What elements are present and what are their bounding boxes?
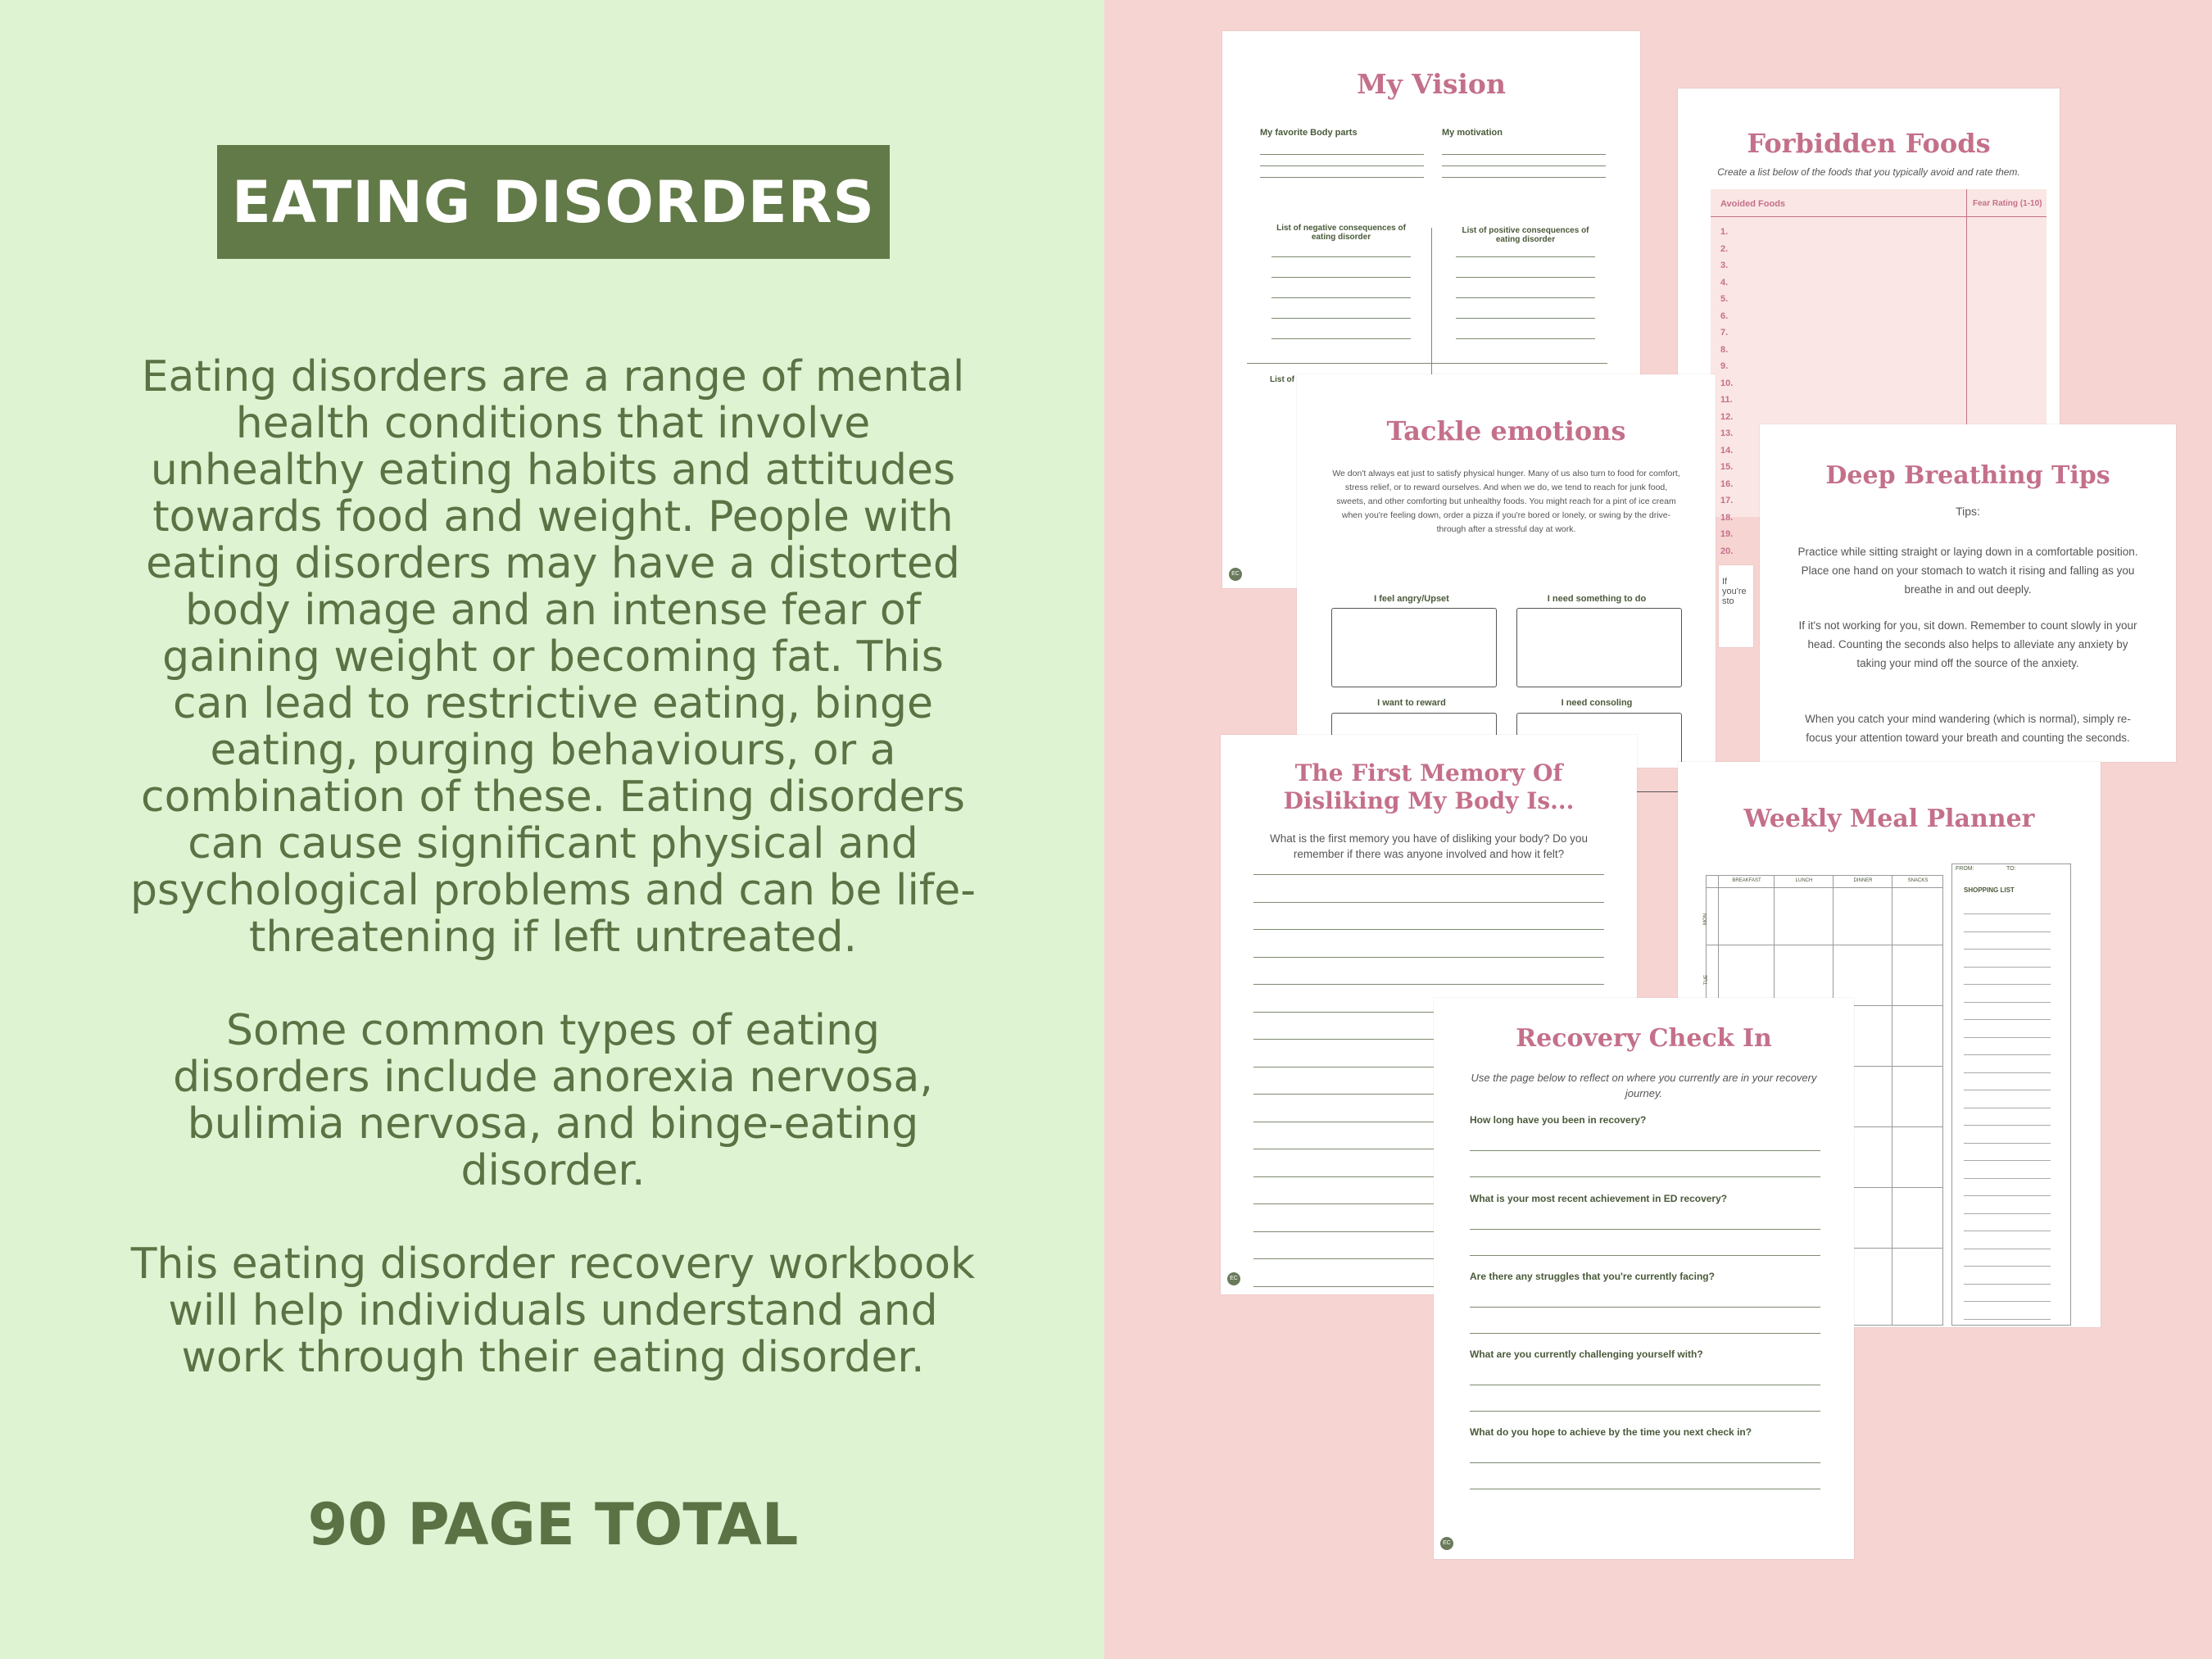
vision-line — [1442, 165, 1606, 166]
vision-line — [1456, 318, 1595, 319]
forbidden-food-number: 6. — [1720, 310, 1729, 321]
day-tue: TUE — [1704, 975, 1709, 985]
forbidden-food-number: 4. — [1720, 277, 1729, 288]
shopping-list-box — [1951, 863, 2071, 1326]
shopping-list-line — [1964, 1019, 2051, 1020]
memory-answer-line — [1253, 929, 1604, 930]
shopping-list-line — [1964, 1037, 2051, 1038]
my-vision-title: My Vision — [1357, 68, 1506, 100]
vision-line — [1271, 338, 1411, 339]
vision-line — [1260, 154, 1424, 155]
shopping-list-line — [1964, 913, 2051, 914]
dinner-header: DINNER — [1853, 878, 1873, 883]
page-tackle-emotions — [1297, 374, 1716, 768]
shopping-list-line — [1964, 1301, 2051, 1302]
shopping-list-line — [1964, 1125, 2051, 1126]
negative-consequences-label: List of negative consequences of eating disorder — [1276, 224, 1406, 242]
forbidden-food-number: 8. — [1720, 344, 1729, 355]
vision-line — [1456, 256, 1595, 257]
forbidden-foods-title: Forbidden Foods — [1747, 128, 1991, 159]
shopping-list-label: SHOPPING LIST — [1964, 886, 2015, 894]
forbidden-food-number: 16. — [1720, 478, 1734, 489]
forbidden-food-number: 2. — [1720, 243, 1729, 254]
breakfast-header: BREAKFAST — [1732, 878, 1761, 883]
tip-three: When you catch your mind wandering (which is normal), simply re-focus your attention toward your breath and counting the seconds. — [1805, 713, 2131, 744]
list-label: List of — [1270, 375, 1294, 384]
tackle-emotions-title: Tackle emotions — [1386, 415, 1626, 446]
fear-rating-header: Fear Rating (1-10) — [1973, 199, 2042, 208]
shopping-list-line — [1964, 1195, 2051, 1196]
meal-grid-rule — [1707, 887, 1942, 888]
shopping-list-line — [1964, 1284, 2051, 1285]
memory-answer-line — [1253, 902, 1604, 903]
forbidden-food-number: 11. — [1720, 395, 1733, 405]
forbidden-food-number: 13. — [1720, 428, 1734, 438]
vision-line — [1271, 256, 1411, 257]
tip-one: Practice while sitting straight or laying down in a comfortable position. Place one hand on your stomach to watch it rising and falling as you breathe in and out deeply. — [1797, 546, 2138, 596]
deep-breathing-title: Deep Breathing Tips — [1825, 461, 2110, 490]
something-to-do-box — [1516, 608, 1682, 687]
consoling-label: I need consoling — [1561, 698, 1633, 708]
forbidden-food-number: 9. — [1720, 361, 1729, 371]
vision-line — [1271, 297, 1411, 298]
vision-line — [1271, 318, 1411, 319]
memory-answer-line — [1253, 957, 1604, 958]
shopping-list-line — [1964, 1178, 2051, 1179]
forbidden-food-number: 3. — [1720, 261, 1729, 270]
recovery-subtitle: Use the page below to reflect on where you currently are in your recovery journey. — [1471, 1072, 1817, 1099]
vision-line — [1456, 277, 1595, 278]
shopping-list-line — [1964, 1054, 2051, 1055]
vision-divider-h — [1247, 363, 1607, 364]
answer-line — [1470, 1462, 1820, 1463]
answer-line — [1470, 1176, 1820, 1177]
intro-paragraph: Eating disorders are a range of mental health conditions that involve unhealthy eating habits and attitudes towards food and weight. People with eating disorders may have a distorted body image and an intense fear of gaining weight or becoming fat. This can lead to restrictive eating, binge eating, purging behaviours, or a combination of these. Eating disorders can cause significant physical and psychological problems and can be life-threatening if left untreated. — [130, 352, 976, 962]
tips-label: Tips: — [1956, 505, 1980, 518]
ec-logo: EC — [1440, 1537, 1453, 1550]
forbidden-food-number: 20. — [1720, 546, 1734, 556]
recovery-question-4: What are you currently challenging yourself with? — [1470, 1349, 1703, 1360]
peek-text: If you're sto — [1722, 577, 1747, 606]
shopping-list-line — [1964, 1002, 2051, 1003]
forbidden-food-number: 14. — [1720, 445, 1734, 456]
answer-line — [1470, 1411, 1820, 1412]
page-total: 90 PAGE TOTAL — [307, 1491, 799, 1558]
tip-two: If it's not working for you, sit down. Remember to count slowly in your head. Counting the seconds also helps to alleviate any anxiety by taking your mind off the source of the anxiety. — [1798, 619, 2137, 669]
recovery-question-1: How long have you been in recovery? — [1470, 1114, 1647, 1126]
table-header-rule — [1711, 216, 2047, 217]
ec-logo: EC — [1227, 1272, 1240, 1285]
shopping-list-line — [1964, 1213, 2051, 1214]
workbook-paragraph: This eating disorder recovery workbook will help individuals understand and work through their eating disorder. — [130, 1240, 976, 1382]
forbidden-food-number: 15. — [1720, 462, 1734, 472]
forbidden-food-number: 1. — [1720, 227, 1729, 237]
recovery-question-2: What is your most recent achievement in ED recovery? — [1470, 1193, 1728, 1204]
forbidden-food-number: 12. — [1720, 411, 1734, 422]
shopping-list-line — [1964, 1266, 2051, 1267]
answer-line — [1470, 1229, 1820, 1230]
shopping-list-line — [1964, 1319, 2051, 1320]
memory-answer-line — [1253, 984, 1604, 985]
answer-line — [1470, 1150, 1820, 1151]
vision-line — [1456, 338, 1595, 339]
to-label: TO: — [2006, 866, 2016, 872]
vision-line — [1442, 177, 1606, 178]
something-to-do-label: I need something to do — [1547, 594, 1647, 604]
shopping-list-line — [1964, 1072, 2051, 1073]
answer-line — [1470, 1307, 1820, 1308]
vision-line — [1260, 165, 1424, 166]
forbidden-food-number: 7. — [1720, 328, 1729, 338]
first-memory-title: The First Memory Of Disliking My Body Is... — [1283, 759, 1575, 814]
answer-line — [1470, 1333, 1820, 1334]
forbidden-foods-subtitle: Create a list below of the foods that you typically avoid and rate them. — [1717, 166, 2020, 178]
day-mon: MON — [1703, 913, 1708, 925]
answer-line — [1470, 1255, 1820, 1256]
forbidden-food-number: 10. — [1720, 378, 1734, 388]
favorite-body-parts-label: My favorite Body parts — [1260, 128, 1358, 138]
reward-label: I want to reward — [1377, 698, 1446, 708]
angry-box — [1331, 608, 1497, 687]
recovery-title: Recovery Check In — [1516, 1024, 1772, 1053]
vision-line — [1442, 154, 1606, 155]
page-recovery-check-in — [1434, 998, 1854, 1559]
shopping-list-line — [1964, 1160, 2051, 1161]
types-paragraph: Some common types of eating disorders include anorexia nervosa, bulimia nervosa, and binge-eating disorder. — [173, 1006, 933, 1195]
forbidden-food-number: 19. — [1720, 529, 1734, 539]
vision-line — [1260, 177, 1424, 178]
forbidden-food-number: 17. — [1720, 496, 1734, 505]
page-heading: EATING DISORDERS — [217, 145, 890, 259]
shopping-list-line — [1964, 949, 2051, 950]
forbidden-food-number: 5. — [1720, 294, 1729, 304]
tackle-emotions-body: We don't always eat just to satisfy physical hunger. Many of us also turn to food for comfort, stress relief, or to reward ourselves. And when we do, we tend to reach for junk food, sweets, and other comforting but unhealthy foods. You might reach for a pint of ice cream when you're feeling down, order a pizza if you're bored or lonely, or swing by the drive-through after a stressful day at work. — [1332, 469, 1680, 534]
ec-logo: EC — [1229, 568, 1242, 581]
vision-line — [1271, 277, 1411, 278]
memory-answer-line — [1253, 874, 1604, 875]
page-peek — [1719, 565, 1753, 647]
snacks-header: SNACKS — [1907, 878, 1929, 883]
positive-consequences-label: List of positive consequences of eating disorder — [1462, 226, 1589, 244]
shopping-list-line — [1964, 967, 2051, 968]
vision-line — [1456, 297, 1595, 298]
recovery-question-3: Are there any struggles that you're currently facing? — [1470, 1271, 1715, 1282]
lunch-header: LUNCH — [1795, 878, 1813, 883]
shopping-list-line — [1964, 1143, 2051, 1144]
first-memory-question: What is the first memory you have of disliking your body? Do you remember if there was anyone involved and how it felt? — [1270, 832, 1588, 860]
shopping-list-line — [1964, 984, 2051, 985]
forbidden-food-number: 18. — [1720, 512, 1734, 523]
avoided-foods-header: Avoided Foods — [1720, 199, 1786, 209]
page-deep-breathing — [1760, 424, 2176, 762]
angry-label: I feel angry/Upset — [1374, 594, 1449, 604]
left-panel — [0, 0, 1104, 1659]
motivation-label: My motivation — [1442, 128, 1503, 138]
meal-planner-title: Weekly Meal Planner — [1743, 805, 2035, 833]
recovery-question-5: What do you hope to achieve by the time you next check in? — [1470, 1426, 1752, 1438]
from-label: FROM: — [1956, 866, 1974, 872]
shopping-list-line — [1964, 931, 2051, 932]
